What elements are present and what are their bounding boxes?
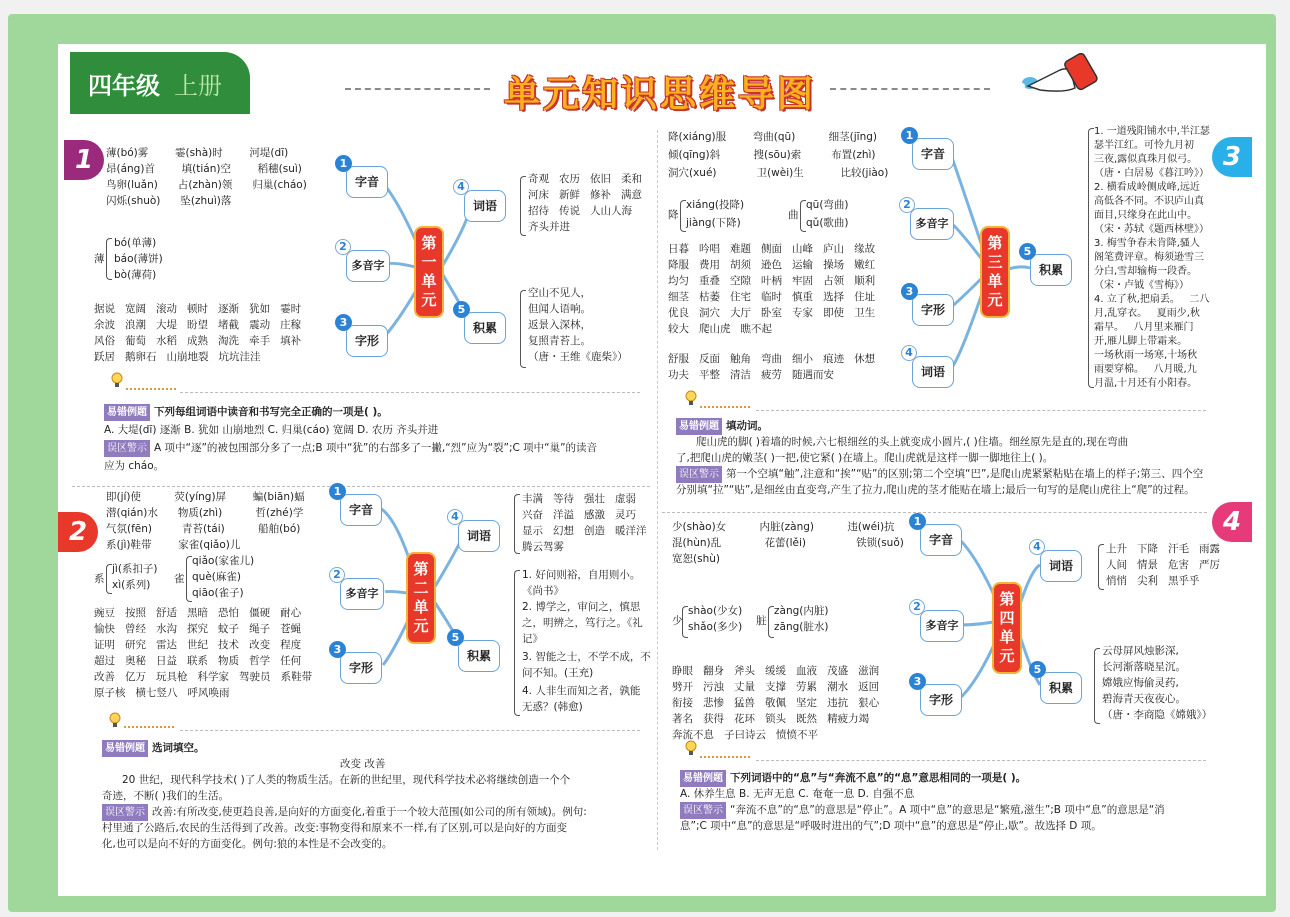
- u3-question-1: 爬山虎的脚( )着墙的时候,六七根细丝的头上就变成小圆片,( )住墙。细丝原先是直的,现在弯曲: [696, 436, 1129, 448]
- u2-node-duoyin: 2 多音字: [340, 578, 384, 610]
- u3-jilei-line: 雨要穿棉。 八月暖,九: [1094, 364, 1197, 375]
- u4-options: A. 休养生息 B. 无声无息 C. 奄奄一息 D. 自强不息: [680, 788, 915, 800]
- u3-jilei-line: 1. 一道残阳铺水中,半江瑟: [1094, 126, 1210, 137]
- u3-node-jilei: 5 积累: [1030, 254, 1072, 286]
- u4-jilei-line: 碧海青天夜夜心。: [1102, 693, 1186, 705]
- unit-2-badge: 2: [58, 512, 98, 552]
- u4-wave: [700, 748, 750, 758]
- u4-jilei-line: （唐・李商隐《嫦娥》）: [1102, 709, 1213, 721]
- u2-zixing-row: 豌豆 按照 舒适 黑暗 恐怕 僵硬 耐心: [94, 607, 302, 619]
- u4-ziyin-row: 宽恕(shù): [672, 553, 720, 565]
- u2-jilei-line: 记》: [522, 633, 543, 645]
- u4-node-ciyu: 4 词语: [1040, 550, 1082, 582]
- u2-word-choices: 改变 改善: [340, 758, 386, 770]
- u4-example: 易错例题 下列词语中的“息”与“奔流不息”的“息”意思相同的一项是( )。: [680, 770, 1026, 787]
- u3-jilei-line: 霜早。 八月里来雁门: [1094, 322, 1194, 333]
- u3-zixing-row: 均匀 重叠 空隙 叶柄 牢固 占领 顺利: [668, 275, 876, 287]
- u1-ciyu-row: 河床 新鲜 修补 满意: [528, 189, 643, 201]
- grade-label: 四年级: [88, 72, 160, 100]
- left-divider: [72, 486, 650, 487]
- u3-duo1-item: xiáng(投降): [686, 199, 745, 211]
- u3-jilei-line: 高低各不同。不识庐山真: [1094, 196, 1204, 207]
- lightbulb-icon: [684, 740, 698, 756]
- u3-duo1-item: jiàng(下降): [686, 217, 741, 229]
- u4-jilei-brace: [1094, 648, 1100, 724]
- u1-zixing-row: 风俗 葡萄 水稻 成熟 淘洗 牵手 填补: [94, 335, 302, 347]
- u3-jilei-line: （唐・白居易《暮江吟》）: [1094, 168, 1209, 179]
- u1-ziyin-row: 昂(áng)首 填(tián)空 稻穗(suì): [106, 163, 302, 175]
- u3-node-zixing: 3 字形: [912, 294, 954, 326]
- u2-ziyin-row: 气氛(fēn) 青苔(tái) 船舶(bó): [106, 523, 301, 535]
- u1-wave: [126, 380, 176, 390]
- u1-options: A. 大堤(dī) 逐渐 B. 犹如 山崩地烈 C. 归巢(cáo) 宽阔 D. 农历 齐头并进: [104, 424, 439, 436]
- u2-ziyin-row: 潜(qián)水 物质(zhì) 哲(zhé)学: [106, 507, 304, 519]
- u4-zixing-row: 衔接 悲惨 猛兽 敬佩 坚定 违抗 狠心: [672, 697, 880, 709]
- u3-ziyin-row: 降(xiáng)服 弯曲(qū) 细茎(jīng): [668, 131, 878, 143]
- u4-duo1-char: 少: [672, 615, 683, 627]
- u4-zixing-row: 著名 获得 花环 锁头 既然 精疲力竭: [672, 713, 870, 725]
- u1-analysis-2: 应为 cháo。: [104, 460, 165, 472]
- u1-duoyin-item: bò(薄荷): [114, 269, 157, 281]
- title-dash-left: [345, 88, 490, 90]
- u1-center: 第一单元: [414, 226, 444, 318]
- u3-ciyu-row: 功夫 平整 清洁 疲劳 随遇而安: [668, 369, 835, 381]
- lightbulb-icon: [108, 712, 122, 728]
- u2-sep: [180, 730, 640, 731]
- u1-node-duoyin: 2 多音字: [346, 250, 390, 282]
- u4-jilei-line: 嫦娥应悔偷灵药,: [1102, 677, 1179, 689]
- right-divider: [662, 512, 1207, 513]
- u1-node-ciyu: 4 词语: [464, 190, 506, 222]
- u1-jilei-line: （唐・王维《鹿柴》）: [528, 351, 628, 363]
- u3-jilei-line: 月,乱穿衣。 夏雨少,秋: [1094, 308, 1200, 319]
- u2-node-jilei: 5 积累: [458, 640, 500, 672]
- u3-analysis-2: 分别填“拉”“贴”,是细丝由直变弯,产生了拉力,爬山虎的茎才能贴在墙上;最后一句写的是爬山虎往上“爬”的过程。: [676, 484, 1195, 496]
- u3-zixing-row: 优良 洞穴 大厅 卧室 专家 即使 卫生: [668, 307, 876, 319]
- u2-ziyin-row: 即(jí)使 荧(yíng)屏 蝙(biān)蝠: [106, 491, 305, 503]
- u3-ziyin-row: 倾(qīng)斜 搜(sōu)索 布置(zhì): [668, 149, 876, 161]
- u3-wave: [700, 398, 750, 408]
- u3-zixing-row: 日暮 吟唱 难题 侧面 山峰 庐山 缘故: [668, 243, 876, 255]
- u2-duo2-item: qiāo(雀子): [192, 587, 244, 599]
- u2-wave: [124, 718, 174, 728]
- u1-zixing-row: 余波 浪潮 大堤 盼望 堵截 震动 庄稼: [94, 319, 302, 331]
- u3-node-ciyu: 4 词语: [912, 356, 954, 388]
- u1-node-ziyin: 1 字音: [346, 166, 388, 198]
- u3-duo1-char: 降: [668, 209, 679, 221]
- u4-node-zixing: 3 字形: [920, 684, 962, 716]
- u2-jilei-line: 无惑？(韩愈): [522, 701, 583, 713]
- u3-jilei-line: 阁笔费评章。梅须逊雪三: [1094, 252, 1204, 263]
- u2-ciyu-row: 显示 幻想 创造 暖洋洋: [522, 525, 647, 537]
- u3-jilei-line: 开,雁儿脚上带霜来。: [1094, 336, 1188, 347]
- u3-jilei-line: 三夜,露似真珠月似弓。: [1094, 154, 1198, 165]
- u2-duo1-char: 系: [94, 573, 105, 585]
- u3-zixing-row: 较大 爬山虎 瞧不起: [668, 323, 773, 335]
- u1-node-zixing: 3 字形: [346, 325, 388, 357]
- u1-jilei-line: 返景入深林，: [528, 319, 591, 331]
- u2-duo1-item: xì(系列): [112, 579, 151, 591]
- unit-4-badge: 4: [1212, 502, 1252, 542]
- u2-analysis-3: 化,也可以是向不好的方面变化。例句:狼的本性是不会改变的。: [102, 838, 393, 850]
- u3-question-2: 了,把爬山虎的嫩茎( )一把,使它紧( )在墙上。爬山虎就是这样一脚一脚地往上( )。: [676, 452, 1054, 464]
- u4-ciyu-row: 上升 下降 汗毛 雨露: [1106, 543, 1221, 555]
- u2-zixing-row: 证明 研究 雷达 世纪 技术 改变 程度: [94, 639, 302, 651]
- u4-zixing-row: 睁眼 翻身 斧头 缓缓 血液 茂盛 滋润: [672, 665, 880, 677]
- u3-jilei-line: 面目,只缘身在此山中。: [1094, 210, 1198, 221]
- u2-duo2-item: qiǎo(家雀儿): [192, 555, 255, 567]
- u3-jilei-line: 分白,雪却输梅一段香。: [1094, 266, 1198, 277]
- u2-jilei-line: 4. 人非生而知之者，孰能: [522, 685, 641, 697]
- u3-zixing-row: 降服 费用 胡须 逊色 运输 操场 嫩红: [668, 259, 876, 271]
- u1-duoyin-item: báo(薄饼): [114, 253, 163, 265]
- u3-zixing-row: 细茎 枯萎 住宅 临时 慎重 选择 住址: [668, 291, 876, 303]
- u1-duoyin-char: 薄: [94, 253, 105, 265]
- lightbulb-icon: [110, 372, 124, 388]
- u1-ciyu-row: 招待 传说 人山人海: [528, 205, 633, 217]
- page-title: 单元知识思维导图: [503, 74, 816, 115]
- u1-duoyin-item: bó(单薄): [114, 237, 157, 249]
- u3-jilei-line: （宋・苏轼《题西林壁》）: [1094, 224, 1209, 235]
- u1-example: 易错例题 下列每组词语中读音和书写完全正确的一项是( )。: [104, 404, 388, 421]
- u4-center: 第四单元: [992, 582, 1022, 674]
- u4-ciyu-brace: [1098, 544, 1104, 590]
- unit-1-badge: 1: [64, 140, 104, 180]
- u1-jilei-brace: [520, 290, 526, 368]
- u4-ziyin-row: 少(shào)女 内脏(zàng) 违(wéi)抗: [672, 521, 895, 533]
- u1-sep: [180, 392, 640, 393]
- u1-zixing-row: 跃居 鹅卵石 山崩地裂 坑坑洼洼: [94, 351, 261, 363]
- u2-zixing-row: 原子核 横七竖八 呼风唤雨: [94, 687, 230, 699]
- u4-node-jilei: 5 积累: [1040, 672, 1082, 704]
- u2-question-1: 20 世纪，现代科学技术( )了人类的物质生活。在新的世纪里，现代科学技术必将继续创造一个个: [122, 774, 571, 786]
- u1-jilei-line: 复照青苔上。: [528, 335, 591, 347]
- u4-zixing-row: 劈开 污浊 丈量 支撑 劳累 潮水 返回: [672, 681, 880, 693]
- u1-ciyu-row: 奇观 农历 依旧 柔和: [528, 173, 643, 185]
- u1-jilei-line: 空山不见人，: [528, 287, 591, 299]
- u4-sep: [756, 760, 1206, 761]
- u4-duo2-char: 脏: [756, 615, 767, 627]
- u3-jilei-line: 2. 横看成岭侧成峰,远近: [1094, 182, 1200, 193]
- u1-node-jilei: 5 积累: [464, 312, 506, 344]
- u1-analysis: 误区警示 A 项中“逐”的被包围部分多了一点;B 项中“犹”的右部多了一撇,“烈”应为“裂”;C 项中“巢”的读音: [104, 440, 597, 457]
- u2-node-ciyu: 4 词语: [458, 520, 500, 552]
- u2-jilei-line: 之，明辨之，笃行之。《礼: [522, 617, 643, 629]
- u2-center: 第二单元: [406, 552, 436, 644]
- u2-jilei-line: 1. 好问则裕，自用则小。: [522, 569, 641, 581]
- u3-ciyu-row: 舒服 反面 触角 弯曲 细小 痕迹 休想: [668, 353, 876, 365]
- unit-3-badge: 3: [1212, 137, 1252, 177]
- u4-jilei-line: 长河渐落晓星沉。: [1102, 661, 1186, 673]
- u2-jilei-line: 问不知。(王充): [522, 667, 594, 679]
- u2-analysis-2: 村里通了公路后,农民的生活得到了改善。改变:事物变得和原来不一样,有了区别,可以是向好的方面变: [102, 822, 568, 834]
- u2-ciyu-row: 腾云驾雾: [522, 541, 564, 553]
- u2-ciyu-brace: [514, 494, 520, 554]
- lightbulb-icon: [684, 390, 698, 406]
- u4-node-duoyin: 2 多音字: [920, 610, 964, 642]
- u3-example: 易错例题 填动词。: [676, 418, 768, 435]
- u3-jilei-line: （宋・卢钺《雪梅》）: [1094, 280, 1189, 291]
- u2-jilei-line: 3. 智能之士，不学不成，不: [522, 651, 651, 663]
- u4-ciyu-row: 人间 情景 危害 严厉: [1106, 559, 1221, 571]
- u2-zixing-row: 改善 亿万 玩具枪 科学家 驾驶员 系鞋带: [94, 671, 313, 683]
- u2-duo2-item: què(麻雀): [192, 571, 241, 583]
- title-dash-right: [830, 88, 990, 90]
- u1-ziyin-row: 闪烁(shuò) 坠(zhuì)落: [106, 195, 232, 207]
- u2-jilei-line: 《尚书》: [522, 585, 564, 597]
- u1-zixing-row: 据说 宽阔 滚动 顿时 逐渐 犹如 霎时: [94, 303, 302, 315]
- u3-node-ziyin: 1 字音: [912, 138, 954, 170]
- u3-jilei-line: 4. 立了秋,把扇丢。 二八: [1094, 294, 1210, 305]
- u3-duo2-item: qū(弯曲): [806, 199, 849, 211]
- u4-jilei-line: 云母屏风烛影深,: [1102, 645, 1179, 657]
- grade-tab: [70, 52, 250, 114]
- u3-jilei-line: 月温,十月还有小阳春。: [1094, 378, 1198, 389]
- u2-zixing-row: 超过 奥秘 日益 联系 物质 哲学 任何: [94, 655, 302, 667]
- u2-jilei-brace: [514, 570, 520, 716]
- u3-jilei-line: 瑟半江红。可怜九月初: [1094, 140, 1194, 151]
- u4-analysis-2: 息”;C 项中“息”的意思是“呼吸时进出的气”;D 项中“息”的意思是“停止,歇”。故选择 D 项。: [680, 820, 1102, 832]
- u4-duo1-item: shào(少女): [688, 605, 743, 617]
- u1-ciyu-row: 齐头并进: [528, 221, 570, 233]
- u2-analysis: 误区警示 改善:有所改变,使更趋良善,是向好的方面变化,着重于一个较大范围(如公司的所有领域)。例句:: [102, 804, 587, 821]
- u2-node-zixing: 3 字形: [340, 652, 382, 684]
- u4-analysis: 误区警示 “奔流不息”的“息”的意思是“停止”。A 项中“息”的意思是“繁殖,滋生”;B 项中“息”的意思是“消: [680, 802, 1165, 819]
- u3-duo2-char: 曲: [788, 209, 799, 221]
- u2-zixing-row: 愉快 曾经 水沟 探究 蚊子 绳子 苍蝇: [94, 623, 302, 635]
- u4-node-ziyin: 1 字音: [920, 524, 962, 556]
- u1-ziyin-row: 鸟卵(luǎn) 占(zhàn)领 归巢(cháo): [106, 179, 307, 191]
- u4-duo2-item: zāng(脏水): [774, 621, 829, 633]
- u1-ziyin-row: 薄(bó)雾 霎(shà)时 河堤(dī): [106, 147, 289, 159]
- u3-ziyin-row: 洞穴(xué) 卫(wèi)生 比较(jiào): [668, 167, 889, 179]
- u4-duo1-item: shǎo(多少): [688, 621, 743, 633]
- u1-duoyin-brace: [106, 238, 112, 280]
- u2-example: 易错例题 选词填空。: [102, 740, 205, 757]
- pointing-hand-icon: [1000, 48, 1100, 108]
- u2-question-2: 奇迹，不断( )我们的生活。: [102, 790, 230, 802]
- u3-analysis: 误区警示 第一个空填“触”,注意和“挨”“贴”的区别;第二个空填“巴”,是爬山虎紧紧粘贴在墙上的样子;第三、四个空: [676, 466, 1203, 483]
- u4-duo2-item: zàng(内脏): [774, 605, 829, 617]
- u2-duo2-char: 雀: [174, 573, 185, 585]
- u3-sep: [756, 410, 1206, 411]
- u3-jilei-line: 3. 梅雪争春未肯降,骚人: [1094, 238, 1200, 249]
- u4-ziyin-row: 混(hùn)乱 花蕾(lěi) 铁锁(suǒ): [672, 537, 904, 549]
- u2-ciyu-row: 丰满 等待 强壮 虚弱: [522, 493, 637, 505]
- u2-jilei-line: 2. 博学之，审问之，慎思: [522, 601, 641, 613]
- u2-node-ziyin: 1 字音: [340, 494, 382, 526]
- u1-jilei-line: 但闻人语响。: [528, 303, 591, 315]
- u4-zixing-row: 奔流不息 子曰诗云 愤愤不平: [672, 729, 819, 741]
- center-divider: [657, 130, 658, 850]
- u3-duo2-item: qǔ(歌曲): [806, 217, 849, 229]
- u3-jilei-line: 一场秋雨一场寒,十场秋: [1094, 350, 1198, 361]
- volume-label: 上册: [174, 72, 222, 100]
- u2-ciyu-row: 兴奋 洋溢 感激 灵巧: [522, 509, 637, 521]
- u2-duo1-item: jì(系扣子): [112, 563, 158, 575]
- u4-ciyu-row: 悄悄 尖利 黑乎乎: [1106, 575, 1200, 587]
- u3-center: 第三单元: [980, 226, 1010, 318]
- u1-ciyu-brace: [520, 176, 526, 236]
- u2-ziyin-row: 系(jì)鞋带 家雀(qiǎo)儿: [106, 539, 241, 551]
- u3-node-duoyin: 2 多音字: [910, 208, 954, 240]
